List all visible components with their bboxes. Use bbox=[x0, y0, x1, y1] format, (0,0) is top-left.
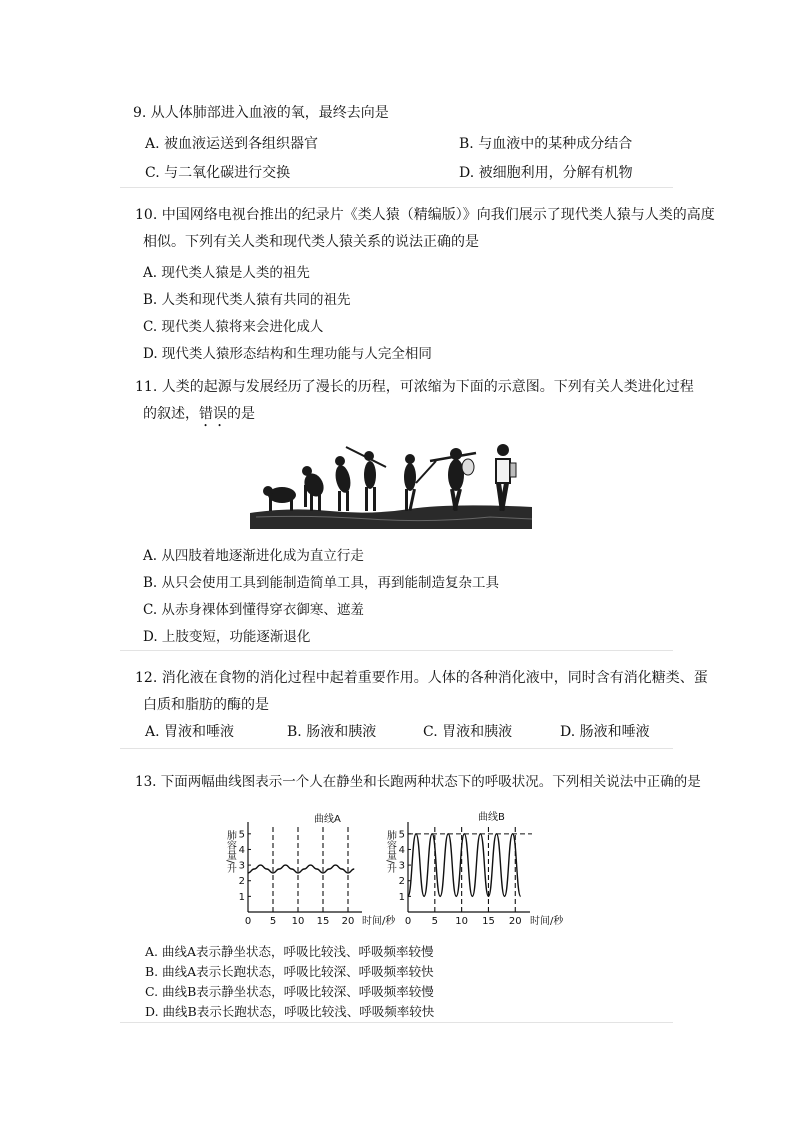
q10-stem-line1: 10. 中国网络电视台推出的纪录片《类人猿（精编版）》向我们展示了现代类人猿与人类的高度 bbox=[135, 207, 715, 223]
x-tick-label: 10 bbox=[291, 916, 305, 927]
q12-option-c: C. 胃液和胰液 bbox=[423, 724, 513, 740]
y-tick-label: 1 bbox=[238, 891, 245, 903]
q12-stem-line1: 12. 消化液在食物的消化过程中起着重要作用。人体的各种消化液中，同时含有消化糖类、蛋 bbox=[135, 670, 708, 686]
q12-option-a: A. 胃液和唾液 bbox=[145, 724, 235, 740]
series-line bbox=[408, 834, 521, 897]
q13-option-b: B. 曲线A表示长跑状态，呼吸比较深、呼吸频率较快 bbox=[145, 964, 434, 979]
human-evolution-illustration bbox=[250, 437, 532, 529]
chart-a bbox=[222, 808, 396, 936]
q9-option-c: C. 与二氧化碳进行交换 bbox=[145, 165, 291, 181]
q9-option-a: A. 被血液运送到各组织器官 bbox=[145, 136, 319, 152]
q11-stem-line1: 11. 人类的起源与发展经历了漫长的历程，可浓缩为下面的示意图。下列有关人类进化过程 bbox=[135, 379, 694, 395]
divider bbox=[120, 187, 673, 188]
y-tick-label: 2 bbox=[238, 876, 245, 888]
x-tick-label: 15 bbox=[316, 916, 330, 927]
q13-stem: 13. 下面两幅曲线图表示一个人在静坐和长跑两种状态下的呼吸状况。下列相关说法中正确的是 bbox=[135, 774, 701, 790]
q12-option-b: B. 肠液和胰液 bbox=[287, 724, 377, 740]
x-tick-label: 20 bbox=[341, 916, 355, 927]
q11-option-c: C. 从赤身裸体到懂得穿衣御寒、遮羞 bbox=[143, 602, 364, 618]
q10-option-a: A. 现代类人猿是人类的祖先 bbox=[143, 265, 310, 281]
x-tick-label: 15 bbox=[482, 916, 495, 927]
y-tick-label: 3 bbox=[238, 860, 245, 872]
x-tick-label: 0 bbox=[404, 916, 412, 927]
q11-option-d: D. 上肢变短，功能逐渐退化 bbox=[143, 629, 311, 645]
x-tick-label: 5 bbox=[269, 916, 277, 927]
divider bbox=[120, 748, 673, 749]
chart-b bbox=[384, 808, 564, 936]
q11-option-a: A. 从四肢着地逐渐进化成为直立行走 bbox=[143, 548, 364, 564]
q11-option-b: B. 从只会使用工具到能制造简单工具，再到能制造复杂工具 bbox=[143, 575, 500, 591]
q13-option-c: C. 曲线B表示静坐状态，呼吸比较深、呼吸频率较慢 bbox=[145, 984, 434, 999]
x-axis-label: 时间/秒 bbox=[362, 916, 396, 927]
q13-option-d: D. 曲线B表示长跑状态，呼吸比较浅、呼吸频率较快 bbox=[145, 1004, 435, 1019]
y-tick-label: 3 bbox=[398, 860, 405, 872]
q9-option-b: B. 与血液中的某种成分结合 bbox=[459, 136, 633, 152]
q10-option-c: C. 现代类人猿将来会进化成人 bbox=[143, 319, 324, 335]
x-axis-label: 时间/秒 bbox=[530, 916, 564, 927]
y-tick-label: 1 bbox=[398, 891, 405, 903]
q10-option-d: D. 现代类人猿形态结构和生理功能与人完全相同 bbox=[143, 346, 432, 362]
y-tick-label: 4 bbox=[398, 844, 405, 856]
q10-option-b: B. 人类和现代类人猿有共同的祖先 bbox=[143, 292, 351, 308]
y-axis-label: 肺容量/升 bbox=[224, 830, 236, 874]
q9-option-d: D. 被细胞利用，分解有机物 bbox=[459, 165, 633, 181]
y-tick-label: 2 bbox=[398, 876, 405, 888]
x-tick-label: 0 bbox=[244, 916, 252, 927]
y-tick-label: 5 bbox=[398, 829, 405, 841]
x-tick-label: 5 bbox=[431, 916, 439, 927]
y-axis-label: 肺容量/升 bbox=[384, 830, 396, 874]
divider bbox=[120, 650, 673, 651]
q9-stem: 9. 从人体肺部进入血液的氧，最终去向是 bbox=[133, 105, 389, 121]
chart-title: 曲线A bbox=[314, 814, 341, 825]
y-tick-label: 4 bbox=[238, 844, 245, 856]
q12-option-d: D. 肠液和唾液 bbox=[560, 724, 650, 740]
x-tick-label: 20 bbox=[508, 916, 522, 927]
x-tick-label: 10 bbox=[455, 916, 469, 927]
series-line bbox=[248, 865, 354, 873]
q11-stem-line2: 的叙述，错误的是 bbox=[143, 406, 255, 422]
chart-title: 曲线B bbox=[478, 812, 505, 823]
emphasis-word: 错误 bbox=[199, 406, 227, 422]
y-tick-label: 5 bbox=[238, 829, 245, 841]
divider bbox=[120, 1022, 673, 1023]
q13-option-a: A. 曲线A表示静坐状态，呼吸比较浅、呼吸频率较慢 bbox=[145, 944, 434, 959]
q10-stem-line2: 相似。下列有关人类和现代类人猿关系的说法正确的是 bbox=[143, 234, 479, 250]
q12-stem-line2: 白质和脂肪的酶的是 bbox=[143, 697, 269, 713]
